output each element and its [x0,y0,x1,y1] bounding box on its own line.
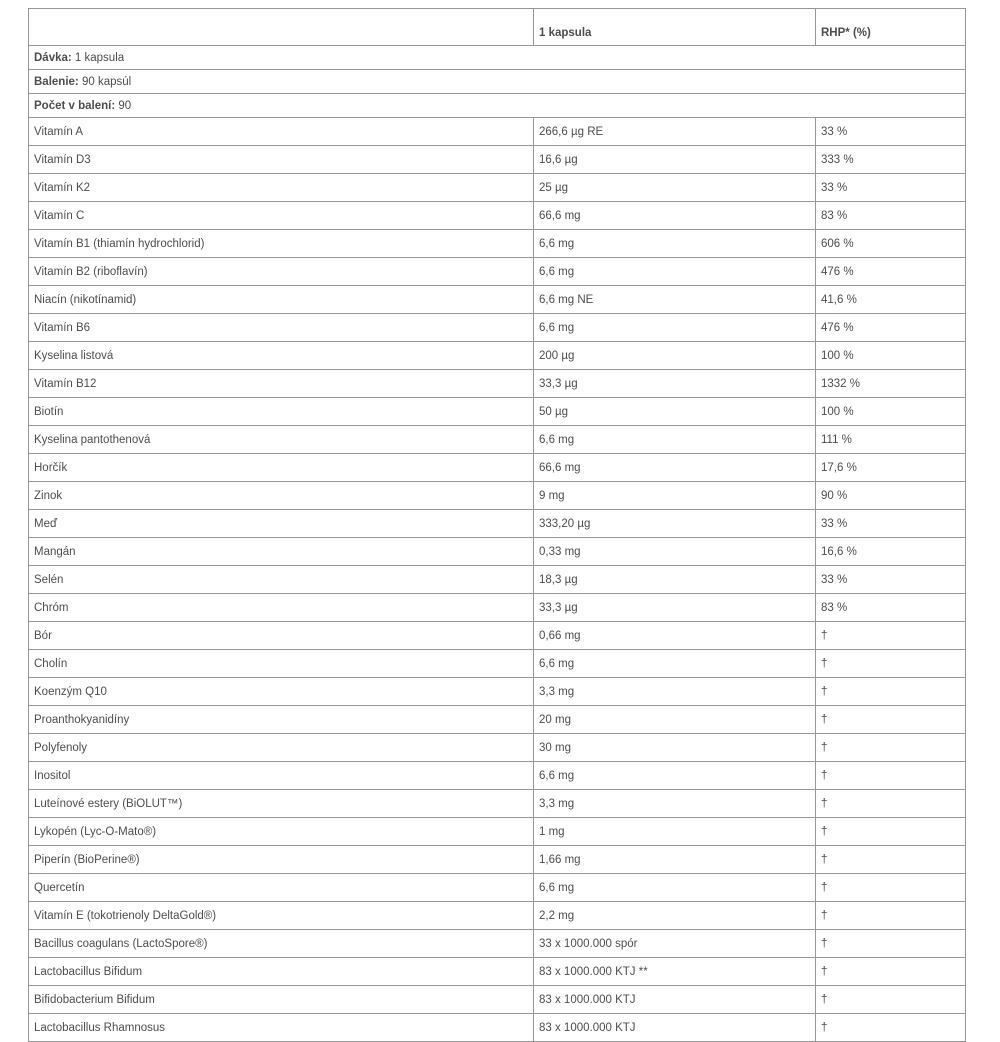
meta-cell [29,46,966,70]
rhp-value: 100 % [816,398,966,426]
table-row [29,678,966,706]
table-row [29,762,966,790]
meta-value: 90 kapsúl [81,75,132,88]
meta-label: Balenie: [34,75,79,88]
amount-per-capsule: 266,6 µg RE [534,118,816,146]
amount-per-capsule: 33,3 µg [534,370,816,398]
table-row [29,902,966,930]
rhp-value: 111 % [816,426,966,454]
ingredient-name: Kyselina listová [29,342,534,370]
rhp-value: † [816,958,966,986]
amount-per-capsule: 6,6 mg [534,762,816,790]
table-row [29,706,966,734]
ingredient-name: Cholín [29,650,534,678]
table-row [29,454,966,482]
rhp-value: † [816,846,966,874]
ingredient-name: Vitamín A [29,118,534,146]
amount-per-capsule: 6,6 mg NE [534,286,816,314]
amount-per-capsule: 6,6 mg [534,650,816,678]
rhp-value: † [816,986,966,1014]
ingredient-name: Lactobacillus Rhamnosus [29,1014,534,1042]
rhp-value: 33 % [816,510,966,538]
table-row [29,174,966,202]
rhp-value: 33 % [816,118,966,146]
amount-per-capsule: 16,6 µg [534,146,816,174]
table-row [29,230,966,258]
rhp-value: † [816,678,966,706]
rhp-value: 476 % [816,258,966,286]
amount-per-capsule: 9 mg [534,482,816,510]
table-row [29,370,966,398]
amount-per-capsule: 6,6 mg [534,426,816,454]
ingredient-name: Quercetín [29,874,534,902]
table-row [29,538,966,566]
ingredient-name: Bór [29,622,534,650]
amount-per-capsule: 20 mg [534,706,816,734]
meta-cell [29,70,966,94]
table-row [29,342,966,370]
table-row [29,118,966,146]
rhp-value: 16,6 % [816,538,966,566]
header-rhp-percent: RHP* (%) [816,9,966,46]
amount-per-capsule: 33,3 µg [534,594,816,622]
rhp-value: † [816,930,966,958]
amount-per-capsule: 0,33 mg [534,538,816,566]
ingredient-name: Vitamín B6 [29,314,534,342]
table-row [29,398,966,426]
table-row [29,622,966,650]
table-row [29,286,966,314]
amount-per-capsule: 33 x 1000.000 spór [534,930,816,958]
ingredient-name: Lactobacillus Bifidum [29,958,534,986]
table-row [29,874,966,902]
rhp-value: † [816,818,966,846]
table-row [29,650,966,678]
rhp-value: † [816,650,966,678]
table-row [29,510,966,538]
rhp-value: 90 % [816,482,966,510]
amount-per-capsule: 50 µg [534,398,816,426]
ingredient-name: Vitamín B2 (riboflavín) [29,258,534,286]
ingredient-name: Vitamín D3 [29,146,534,174]
supplement-facts-table [28,8,966,1042]
rhp-value: † [816,874,966,902]
amount-per-capsule: 83 x 1000.000 KTJ ** [534,958,816,986]
amount-per-capsule: 3,3 mg [534,790,816,818]
amount-per-capsule: 30 mg [534,734,816,762]
meta-label: Počet v balení: [34,99,116,112]
amount-per-capsule: 83 x 1000.000 KTJ [534,986,816,1014]
ingredient-name: Zinok [29,482,534,510]
rhp-value: 606 % [816,230,966,258]
amount-per-capsule: 25 µg [534,174,816,202]
meta-row [29,46,966,70]
rhp-value: † [816,790,966,818]
table-row [29,594,966,622]
amount-per-capsule: 6,6 mg [534,874,816,902]
amount-per-capsule: 1,66 mg [534,846,816,874]
table-row [29,258,966,286]
ingredient-name: Bifidobacterium Bifidum [29,986,534,1014]
rhp-value: † [816,1014,966,1042]
rhp-value: † [816,622,966,650]
table-row [29,426,966,454]
amount-per-capsule: 1 mg [534,818,816,846]
ingredient-name: Selén [29,566,534,594]
nutrition-table-body [29,118,966,1042]
amount-per-capsule: 6,6 mg [534,230,816,258]
header-per-capsule: 1 kapsula [534,9,816,46]
amount-per-capsule: 18,3 µg [534,566,816,594]
amount-per-capsule: 66,6 mg [534,202,816,230]
rhp-value: 41,6 % [816,286,966,314]
table-row [29,566,966,594]
ingredient-name: Bacillus coagulans (LactoSpore®) [29,930,534,958]
amount-per-capsule: 3,3 mg [534,678,816,706]
rhp-value: 100 % [816,342,966,370]
amount-per-capsule: 83 x 1000.000 KTJ [534,1014,816,1042]
meta-value: 1 kapsula [74,51,125,64]
rhp-value: 33 % [816,566,966,594]
rhp-value: 333 % [816,146,966,174]
table-row [29,482,966,510]
rhp-value: † [816,706,966,734]
rhp-value: † [816,902,966,930]
ingredient-name: Luteínové estery (BiOLUT™) [29,790,534,818]
rhp-value: 17,6 % [816,454,966,482]
amount-per-capsule: 66,6 mg [534,454,816,482]
table-row [29,202,966,230]
meta-rows [29,46,966,118]
amount-per-capsule: 200 µg [534,342,816,370]
ingredient-name: Vitamín E (tokotrienoly DeltaGold®) [29,902,534,930]
meta-value: 90 [118,99,132,112]
table-row [29,958,966,986]
rhp-value: 476 % [816,314,966,342]
ingredient-name: Koenzým Q10 [29,678,534,706]
rhp-value: 83 % [816,202,966,230]
table-row [29,1014,966,1042]
amount-per-capsule: 6,6 mg [534,258,816,286]
ingredient-name: Biotín [29,398,534,426]
meta-row [29,94,966,118]
table-row [29,146,966,174]
ingredient-name: Niacín (nikotínamid) [29,286,534,314]
rhp-value: 1332 % [816,370,966,398]
ingredient-name: Horčík [29,454,534,482]
table-header-row [29,9,966,46]
table-row [29,314,966,342]
rhp-value: 33 % [816,174,966,202]
rhp-value: † [816,762,966,790]
ingredient-name: Meď [29,510,534,538]
meta-cell [29,94,966,118]
meta-label: Dávka: [34,51,72,64]
ingredient-name: Piperín (BioPerine®) [29,846,534,874]
meta-row [29,70,966,94]
table-row [29,846,966,874]
rhp-value: † [816,734,966,762]
ingredient-name: Chróm [29,594,534,622]
amount-per-capsule: 2,2 mg [534,902,816,930]
table-row [29,734,966,762]
ingredient-name: Vitamín K2 [29,174,534,202]
amount-per-capsule: 0,66 mg [534,622,816,650]
ingredient-name: Inositol [29,762,534,790]
ingredient-name: Lykopén (Lyc-O-Mato®) [29,818,534,846]
rhp-value: 83 % [816,594,966,622]
header-empty-cell [29,9,534,46]
ingredient-name: Vitamín B12 [29,370,534,398]
ingredient-name: Kyselina pantothenová [29,426,534,454]
ingredient-name: Vitamín B1 (thiamín hydrochlorid) [29,230,534,258]
ingredient-name: Mangán [29,538,534,566]
table-row [29,818,966,846]
amount-per-capsule: 333,20 µg [534,510,816,538]
table-row [29,930,966,958]
ingredient-name: Polyfenoly [29,734,534,762]
table-row [29,790,966,818]
amount-per-capsule: 6,6 mg [534,314,816,342]
ingredient-name: Proanthokyanidíny [29,706,534,734]
ingredient-name: Vitamín C [29,202,534,230]
